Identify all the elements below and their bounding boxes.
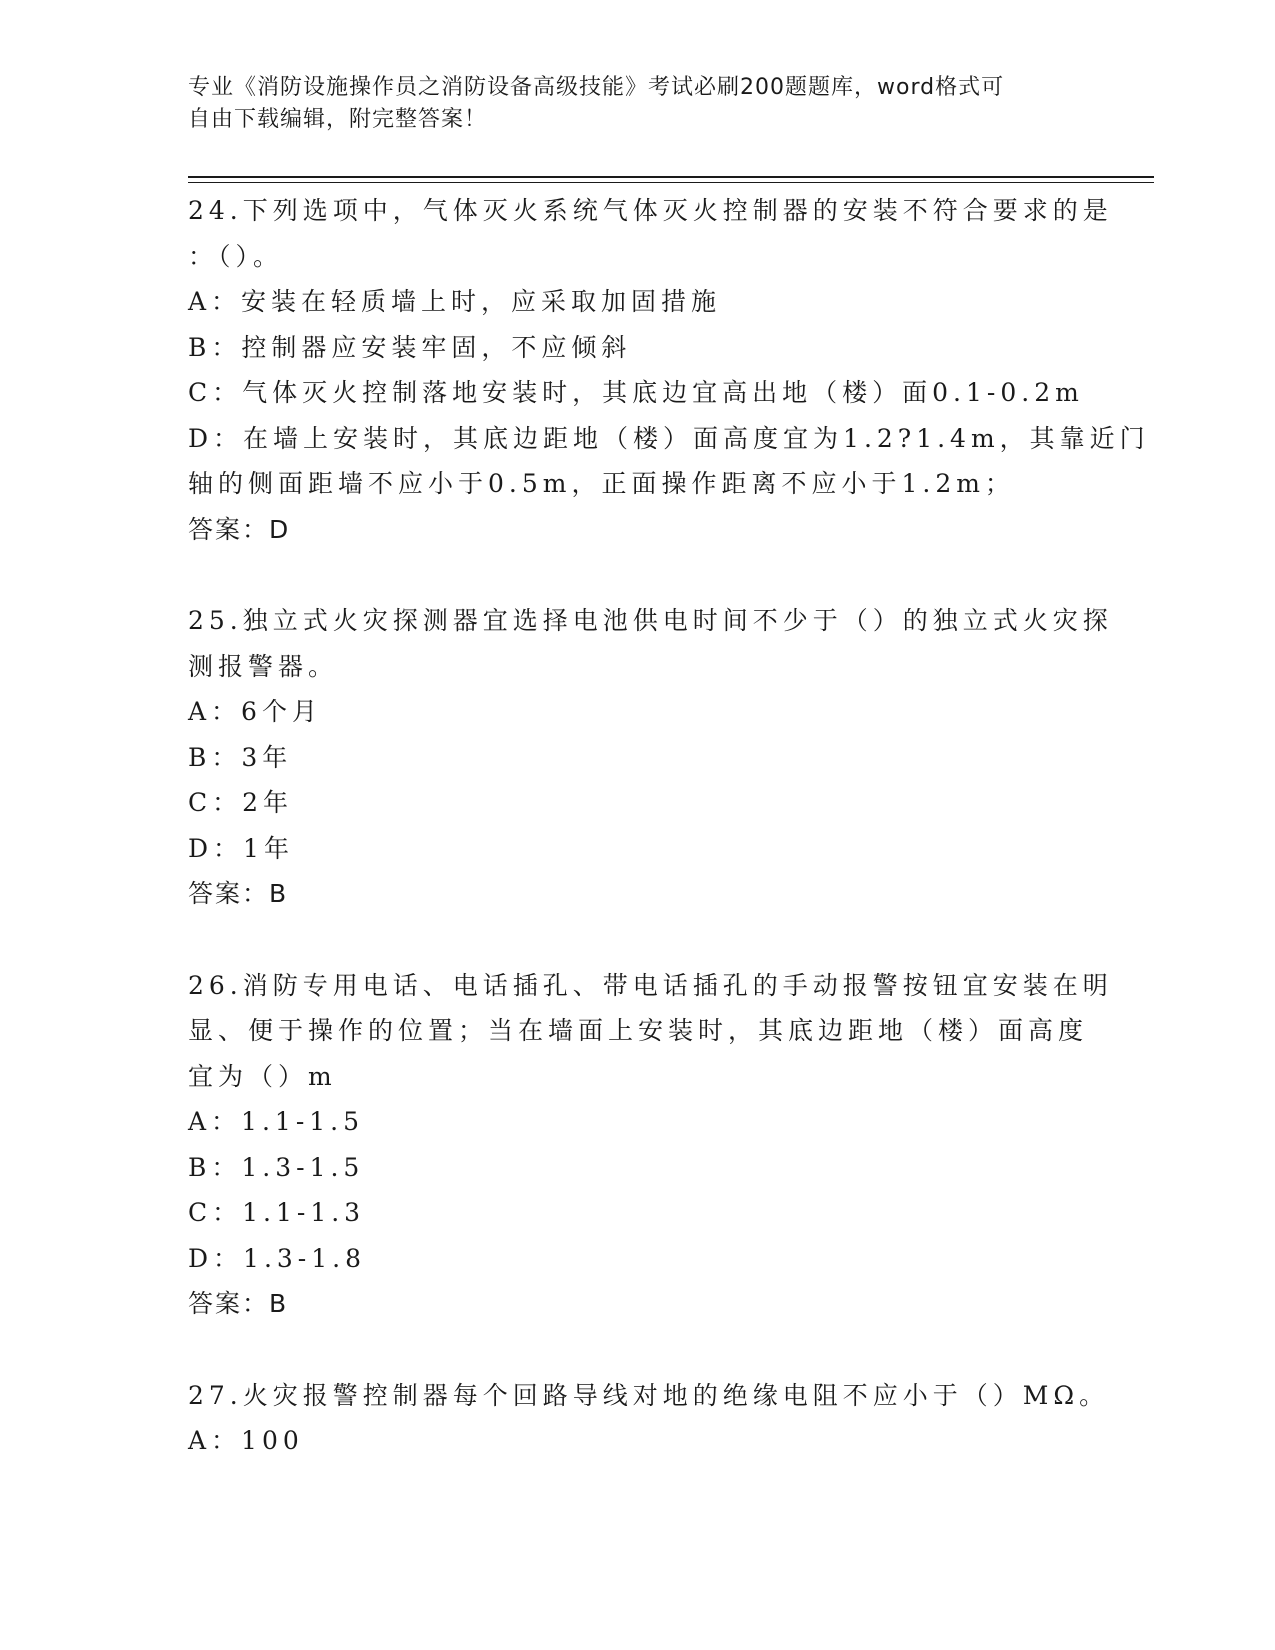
answer-option-line: D：1年 — [188, 833, 294, 863]
answer-option-line: B：3年 — [188, 742, 293, 772]
answer-option-line: B：1.3-1.5 — [188, 1152, 365, 1182]
answer-option-line: B：控制器应安装牢固，不应倾斜 — [188, 332, 632, 362]
answer-option — [188, 1145, 1088, 1191]
question-stem-line: ：（）。 — [188, 241, 284, 271]
answer-option-line: A：安装在轻质墙上时，应采取加固措施 — [188, 287, 722, 316]
question-item — [188, 963, 1113, 1327]
answer-option-line: 轴的侧面距墙不应小于0.5m，正面操作距离不应小于1.2m； — [188, 469, 1015, 498]
answer-option — [188, 1418, 1088, 1464]
question-stem — [188, 963, 1113, 1100]
answer-option — [188, 1190, 1088, 1236]
question-stem — [188, 598, 1113, 689]
answer-option — [188, 325, 1088, 371]
document-header — [188, 72, 1088, 136]
answer-option-line: C：1.1-1.3 — [188, 1198, 366, 1227]
header-divider-thick — [188, 176, 1154, 178]
question-stem-line: 宜为（）m — [188, 1061, 337, 1091]
answer-option — [188, 1099, 1088, 1145]
question-stem-line: 显、便于操作的位置；当在墙面上安装时，其底边距地（楼）面高度 — [188, 1016, 1089, 1045]
answer-option-line: A：1.1-1.5 — [188, 1107, 365, 1136]
answer-option — [188, 689, 1088, 735]
answer-option — [188, 416, 1150, 507]
answer-option — [188, 370, 1088, 416]
question-stem — [188, 188, 1113, 279]
answer-option-line: C：2年 — [188, 788, 294, 817]
question-stem — [188, 1373, 1110, 1419]
correct-answer: 答案：B — [188, 1289, 289, 1318]
question-stem-line: 测报警器。 — [188, 651, 339, 681]
answer-option — [188, 1236, 1088, 1282]
answer-option-line: C：气体灭火控制落地安装时，其底边宜高出地（楼）面0.1-0.2m — [188, 378, 1084, 407]
header-line-2: 自由下载编辑，附完整答案！ — [188, 107, 488, 132]
question-stem-line: 25.独立式火灾探测器宜选择电池供电时间不少于（）的独立式火灾探 — [188, 606, 1113, 635]
question-stem-line: 27.火灾报警控制器每个回路导线对地的绝缘电阻不应小于（）MΩ。 — [188, 1380, 1110, 1410]
correct-answer: 答案：D — [188, 514, 291, 544]
correct-answer: 答案：B — [188, 879, 289, 908]
question-stem-line: 26.消防专用电话、电话插孔、带电话插孔的手动报警按钮宜安装在明 — [188, 970, 1113, 1000]
answer-option-line: D：在墙上安装时，其底边距地（楼）面高度宜为1.2?1.4m，其靠近门 — [188, 423, 1150, 453]
answer-option-line: A：100 — [188, 1426, 304, 1455]
answer-option — [188, 279, 1088, 325]
header-line-1: 专业《消防设施操作员之消防设备高级技能》考试必刷200题题库，word格式可 — [188, 75, 1005, 100]
question-item — [188, 598, 1113, 917]
answer-option-line: A：6个月 — [188, 697, 322, 726]
question-list — [188, 188, 1150, 1510]
answer-option-line: D：1.3-1.8 — [188, 1243, 367, 1273]
question-stem-line: 24.下列选项中，气体灭火系统气体灭火控制器的安装不符合要求的是 — [188, 196, 1113, 225]
question-item — [188, 188, 1150, 552]
header-divider-thin — [188, 182, 1154, 183]
answer-option — [188, 735, 1088, 781]
answer-option — [188, 826, 1088, 872]
question-item — [188, 1373, 1110, 1464]
answer-option — [188, 780, 1088, 826]
